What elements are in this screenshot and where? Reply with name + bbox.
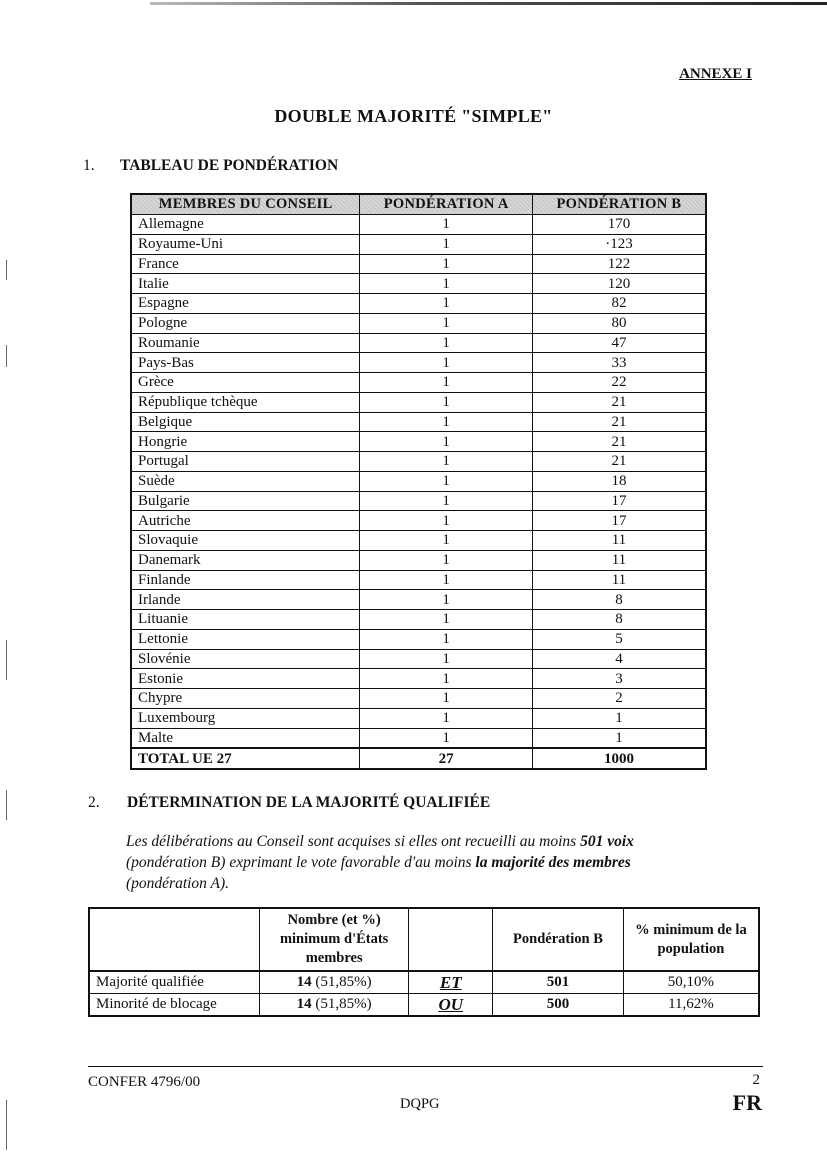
footer-rule	[88, 1066, 763, 1067]
table-row	[131, 471, 706, 491]
weight-a-value: 1	[360, 254, 533, 274]
weight-a-value: 1	[360, 689, 533, 709]
weight-b-value: 18	[532, 471, 706, 491]
weight-b-value: 4	[532, 649, 706, 669]
row-label: Minorité de blocage	[89, 994, 259, 1017]
weight-a-value: 1	[360, 629, 533, 649]
weight-a-value: 1	[360, 491, 533, 511]
para-emphasis: la majorité des membres	[475, 854, 631, 871]
weight-b-value: 22	[532, 373, 706, 393]
weight-a-value: 1	[360, 373, 533, 393]
scan-margin-mark	[6, 260, 7, 280]
section-1-number: 1.	[83, 157, 95, 174]
weight-b-cell: 500	[493, 994, 624, 1017]
conjunction-cell	[409, 994, 493, 1017]
weight-a-value: 1	[360, 610, 533, 630]
member-name: Pologne	[131, 313, 360, 333]
weight-b-value: 80	[532, 313, 706, 333]
member-name: Italie	[131, 274, 360, 294]
page-number: 2	[752, 1072, 760, 1088]
majority-table-header	[89, 908, 759, 971]
min-states-cell	[259, 971, 409, 994]
table-row	[131, 629, 706, 649]
table-row	[131, 274, 706, 294]
total-weight-a: 27	[360, 748, 533, 769]
member-name: Chypre	[131, 689, 360, 709]
table-row	[131, 373, 706, 393]
weight-b-value: 170	[532, 215, 706, 235]
member-name: Autriche	[131, 511, 360, 531]
scan-margin-mark	[6, 790, 7, 820]
weight-a-value: 1	[360, 432, 533, 452]
weight-b-value: 3	[532, 669, 706, 689]
weight-a-value: 1	[360, 550, 533, 570]
weight-a-value: 1	[360, 353, 533, 373]
majority-header-weight-b: Pondération B	[493, 908, 624, 971]
table-row	[131, 313, 706, 333]
table-row	[131, 412, 706, 432]
weight-a-value: 1	[360, 412, 533, 432]
weight-b-value: 47	[532, 333, 706, 353]
weight-b-value: 5	[532, 629, 706, 649]
majority-header-conj	[409, 908, 493, 971]
annex-label: ANNEXE I	[679, 66, 752, 82]
majority-header-population: % minimum de la population	[623, 908, 759, 971]
column-header-weight-b: PONDÉRATION B	[532, 194, 706, 215]
member-name: Roumanie	[131, 333, 360, 353]
member-name: Lituanie	[131, 610, 360, 630]
majority-table	[88, 907, 760, 1017]
weight-a-value: 1	[360, 294, 533, 314]
member-name: Luxembourg	[131, 708, 360, 728]
weight-a-value: 1	[360, 669, 533, 689]
weight-b-value: 21	[532, 432, 706, 452]
min-states-percent: (51,85%)	[311, 996, 372, 1012]
table-row	[131, 590, 706, 610]
min-states-percent: (51,85%)	[311, 974, 372, 990]
table-row	[131, 215, 706, 235]
weight-a-value: 1	[360, 511, 533, 531]
member-name: Hongrie	[131, 432, 360, 452]
table-row	[131, 708, 706, 728]
table-row	[131, 669, 706, 689]
weight-a-value: 1	[360, 215, 533, 235]
weight-a-value: 1	[360, 728, 533, 748]
weight-a-value: 1	[360, 531, 533, 551]
table-row-blocking-minority	[89, 994, 759, 1017]
weight-b-value: 33	[532, 353, 706, 373]
member-name: Royaume-Uni	[131, 234, 360, 254]
footer-reference: CONFER 4796/00	[88, 1074, 201, 1090]
member-name: Allemagne	[131, 215, 360, 235]
para-text: Les délibérations au Conseil sont acquises si elles ont recueilli au moins	[126, 833, 581, 850]
weight-b-value: 2	[532, 689, 706, 709]
table-row	[131, 511, 706, 531]
population-cell: 50,10%	[623, 971, 759, 994]
weight-a-value: 1	[360, 649, 533, 669]
min-states-count: 14	[296, 996, 312, 1012]
weight-b-value: 21	[532, 412, 706, 432]
weight-b-value: 21	[532, 452, 706, 472]
weight-a-value: 1	[360, 234, 533, 254]
total-row	[131, 748, 706, 769]
weight-b-value: 11	[532, 550, 706, 570]
member-name: Belgique	[131, 412, 360, 432]
weight-a-value: 1	[360, 471, 533, 491]
conjunction-ou: OU	[438, 994, 464, 1014]
table-row	[131, 452, 706, 472]
weight-b-value: 17	[532, 511, 706, 531]
total-weight-b: 1000	[532, 748, 706, 769]
weight-a-value: 1	[360, 590, 533, 610]
row-label: Majorité qualifiée	[89, 971, 259, 994]
table-row	[131, 550, 706, 570]
table-row	[131, 234, 706, 254]
member-name: Slovénie	[131, 649, 360, 669]
para-text: (pondération B) exprimant le vote favorable d'au moins	[126, 854, 476, 871]
weight-a-value: 1	[360, 570, 533, 590]
weighting-table-header	[131, 194, 706, 215]
member-name: République tchèque	[131, 392, 360, 412]
min-states-count: 14	[296, 974, 312, 990]
member-name: Bulgarie	[131, 491, 360, 511]
section-2-heading: DÉTERMINATION DE LA MAJORITÉ QUALIFIÉE	[127, 794, 491, 811]
qualified-majority-paragraph	[126, 831, 706, 894]
member-name: Estonie	[131, 669, 360, 689]
weight-a-value: 1	[360, 333, 533, 353]
member-name: Pays-Bas	[131, 353, 360, 373]
weight-a-value: 1	[360, 452, 533, 472]
member-name: Espagne	[131, 294, 360, 314]
language-code: FR	[732, 1090, 762, 1115]
table-row	[131, 392, 706, 412]
member-name: Danemark	[131, 550, 360, 570]
weight-b-value: 1	[532, 708, 706, 728]
weighting-table-body	[131, 215, 706, 770]
section-2-number: 2.	[88, 794, 100, 811]
weight-b-value: 120	[532, 274, 706, 294]
table-row	[131, 610, 706, 630]
member-name: Suède	[131, 471, 360, 491]
weight-b-value: 17	[532, 491, 706, 511]
footer-code: DQPG	[400, 1096, 440, 1112]
weight-a-value: 1	[360, 313, 533, 333]
scan-margin-mark	[6, 640, 7, 680]
table-row	[131, 491, 706, 511]
weight-b-value: 8	[532, 590, 706, 610]
weight-b-cell: 501	[493, 971, 624, 994]
weight-a-value: 1	[360, 392, 533, 412]
weighting-table	[130, 193, 707, 770]
majority-header-blank	[89, 908, 259, 971]
weight-b-value: 11	[532, 570, 706, 590]
weight-b-value: 1	[532, 728, 706, 748]
weight-a-value: 1	[360, 708, 533, 728]
table-row	[131, 531, 706, 551]
weight-b-value: 21	[532, 392, 706, 412]
member-name: Slovaquie	[131, 531, 360, 551]
conjunction-cell	[409, 971, 493, 994]
weight-a-value: 1	[360, 274, 533, 294]
member-name: Irlande	[131, 590, 360, 610]
table-row	[131, 294, 706, 314]
scan-margin-mark	[6, 1100, 7, 1150]
member-name: France	[131, 254, 360, 274]
member-name: Lettonie	[131, 629, 360, 649]
column-header-weight-a: PONDÉRATION A	[360, 194, 533, 215]
scan-margin-mark	[6, 345, 7, 367]
table-row-qualified-majority	[89, 971, 759, 994]
table-row	[131, 570, 706, 590]
majority-header-states: Nombre (et %) minimum d'États membres	[259, 908, 409, 971]
table-row	[131, 254, 706, 274]
population-cell: 11,62%	[623, 994, 759, 1017]
table-row	[131, 649, 706, 669]
scan-top-edge	[150, 2, 827, 5]
table-row	[131, 333, 706, 353]
table-row	[131, 728, 706, 748]
weight-b-value: 122	[532, 254, 706, 274]
page-title: DOUBLE MAJORITÉ "SIMPLE"	[274, 106, 553, 126]
section-1-heading: TABLEAU DE PONDÉRATION	[120, 157, 339, 174]
table-row	[131, 353, 706, 373]
table-row	[131, 432, 706, 452]
weight-b-value: 8	[532, 610, 706, 630]
weight-b-value: 11	[532, 531, 706, 551]
table-row	[131, 689, 706, 709]
total-label: TOTAL UE 27	[131, 748, 360, 769]
min-states-cell	[259, 994, 409, 1017]
member-name: Finlande	[131, 570, 360, 590]
member-name: Portugal	[131, 452, 360, 472]
weight-b-value: ·123	[532, 234, 706, 254]
weight-b-value: 82	[532, 294, 706, 314]
column-header-members: MEMBRES DU CONSEIL	[131, 194, 360, 215]
para-emphasis: 501 voix	[580, 833, 634, 850]
member-name: Malte	[131, 728, 360, 748]
conjunction-et: ET	[439, 972, 462, 992]
para-text: (pondération A).	[126, 875, 230, 892]
member-name: Grèce	[131, 373, 360, 393]
